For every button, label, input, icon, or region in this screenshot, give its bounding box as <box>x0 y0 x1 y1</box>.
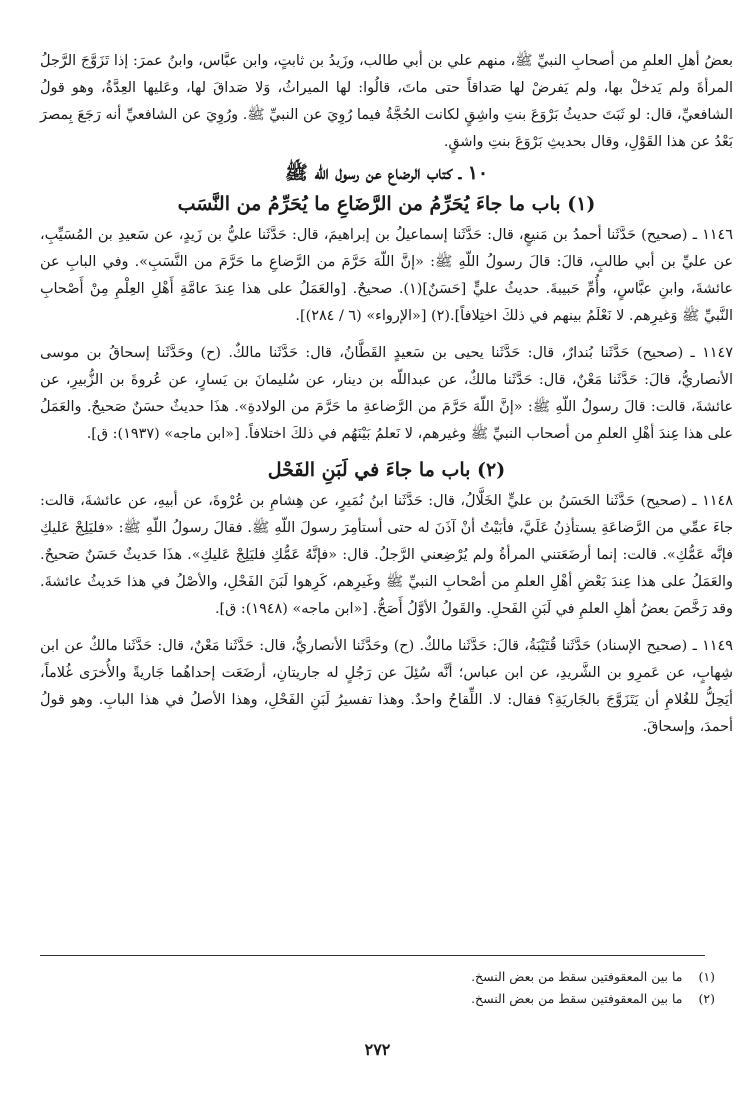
page-body <box>40 48 733 741</box>
bab-1-title: (١) باب ما جاءَ يُحَرِّمُ من الرَّضَاعِ ما يُحَرِّمُ من النَّسَب <box>177 193 596 215</box>
hadith-1148: ١١٤٨ ـ (صحيح) حَدَّثَنا الحَسَنُ بن عليٍّ الخَلَّالُ، قال: حَدَّثَنا ابنُ نُمَيرٍ، عن هِشامِ بن عُرْوةَ، عن أبيهِ، عن عائشةَ، قالت: جاءَ عمِّي من الرَّضاعَةِ يستأذِنُ عَلَيَّ، فأبَيْتُ أنْ آذَنَ له حتى أستأمِرَ رسولَ اللّهِ ﷺ. فقالَ رسولُ اللّهِ ﷺ: «فليَلِجْ عَليكِ فإنَّه عَمُّكِ». قالت: إنما أرضَعَتني المرأةُ ولم يُرْضِعني الرَّجلُ. قال: «فإنَّهُ عَمُّكِ فليَلِجْ عَليكِ». هذَا حَديثٌ حَسَنٌ صَحيحٌ. والعَمَلُ على هذا عِندَ بَعْضِ أهْلِ العلمِ من أصْحابِ النبيِّ ﷺ وغَيرِهم، كَرِهوا لَبَنَ الفَحْلِ، والأصْلُ في هذا حَديثُ عائشةَ. وقد رَخَّصَ بعضُ أهلِ العلمِ في لَبَنِ الفَحلِ. والقَولُ الأوَّلُ أَصَحُّ. [«ابن ماجه» (١٩٤٨): ق]. <box>40 493 733 617</box>
footnote-2 <box>260 988 715 1010</box>
footnote-1 <box>260 966 715 988</box>
top-paragraph: بعضُ أهلِ العلمِ من أصحابِ النبيِّ ﷺ، منهم علي بن أبي طالب، وزَيدُ بن ثابتٍ، وابن عبَّاس، وابنُ عمرَ: إذا تَزَوَّجَ الرَّجلُ المرأةَ ولم يَدخلْ بها، ولم يَفرضْ لها صَداقاً حتى ماتَ، قالُوا: لها الميراثُ، وَلا صَداقَ لها، وعَليها العِدَّةُ، وهو قولُ الشافعيِّ، قال: لو ثَبَتَ حديثُ بَرْوَعَ بنتِ واشِقٍ لكانت الحُجَّةُ فيما رُوِيَ عن النبيِّ ﷺ. ورُوِيَ عن الشافعيِّ أنه رَجَعَ بِمصرَ بَعْدُ عن هذا القَوْلِ، وقال بحديثِ بَرْوَعَ بنتِ واشقٍ. <box>40 53 733 150</box>
footnote-divider <box>40 955 705 956</box>
hadith-1146: ١١٤٦ ـ (صحيح) حَدَّثَنا أحمدُ بن مَنيعٍ، قال: حَدَّثَنا إسماعيلُ بن إبراهيمَ، قال: حَدَّثَنا عليُّ بن زَيدٍ، عن سَعيدِ بن المُسَيِّبِ، عن عليِّ بن أبي طالبٍ، قالَ: قالَ رسولُ اللّهِ ﷺ: «إنَّ اللّهَ حَرَّمَ من الرَّضاعِ ما حَرَّمَ من النَّسَبِ». وفي البابِ عن عائشةَ، وابنِ عبَّاسٍ، وأُمِّ حَبيبةَ. حديثُ عليٍّ [حَسَنٌ](١). صحيحٌ. [والعَمَلُ على هذا عِندَ عامَّةِ أَهْلِ العِلْمِ مِنْ أَصْحابِ النَّبيِّ ﷺ وَغيرِهم. لا نَعْلَمُ بينهم في ذلكَ اختِلافاً].(٢) [«الإرواء» (٦ / ٢٨٤)]. <box>40 227 733 324</box>
footnote-number: (١) <box>698 969 715 984</box>
footnote-number: (٢) <box>698 991 715 1006</box>
footnote-text: ما بين المعقوفتين سقط من بعض النسخ. <box>471 969 683 984</box>
bab-2-title: (٢) باب ما جاءَ في لَبَنِ الفَحْل <box>267 459 506 481</box>
page-number: ٢٧٢ <box>364 1040 391 1059</box>
hadith-1149: ١١٤٩ ـ (صحيح الإسناد) حَدَّثَنا قُتَيْبَةُ، قالَ: حَدَّثَنا مالكٌ. (ح) وحَدَّثَنا الأنصاريُّ، قال: حَدَّثَنا مَعْنٌ، قال: حَدَّثَنا مالكٌ عن ابن شِهابٍ، عن عَمرِو بن الشَّريدِ، عن ابن عباس؛ أنَّه سُئِلَ عن رَجُلٍ له جاريتانِ، أرضَعَت إحداهُما جَاريةً والأُخرَى غُلاماً، أيَحِلُّ للغُلامِ أن يَتَزَوَّجَ بالجَاريَةِ؟ فقال: لا. اللِّقاحُ واحدٌ. وهذا تفسيرُ لَبَنِ الفَحْلِ، وهذا الأصلُ في هذا البابِ. وهو قولُ أحمدَ، وإسحاقَ. <box>40 638 733 735</box>
footnotes <box>260 966 715 1010</box>
hadith-1147: ١١٤٧ ـ (صحيح) حَدَّثَنا بُندارٌ، قال: حَدَّثَنا يحيى بن سَعيدٍ القَطَّانُ، قال: حَدَّثَنا مالكٌ. (ح) وحَدَّثَنا إسحاقُ بن موسى الأنصاريُّ، قالَ: حَدَّثَنا مَعْنٌ، قال: حَدَّثَنا مالكٌ، عن عبداللّه بن دينار، عن سُليمانَ بن يَسارٍ، عن عُروةَ بن الزُّبيرِ، عن عائشةَ، قالت: قالَ رسولُ اللّهِ ﷺ: «إنَّ اللّهَ حَرَّمَ من الرَّضاعةِ ما حَرَّمَ من الولادةِ». هذَا حديثٌ حسَنٌ صَحيحٌ. والعَمَلُ على هذا عِندَ أهْلِ العلمِ من أصحاب النبيِّ ﷺ وغيرهم، لا نَعلمُ بَيْنَهُم في ذلكَ اختلافاً. [«ابن ماجه» (١٩٣٧): ق]. <box>40 345 733 442</box>
footnote-text: ما بين المعقوفتين سقط من بعض النسخ. <box>471 991 683 1006</box>
chapter-title: ١٠ ـ كتاب الرضاع عن رسول الله ﷺ <box>284 162 489 184</box>
